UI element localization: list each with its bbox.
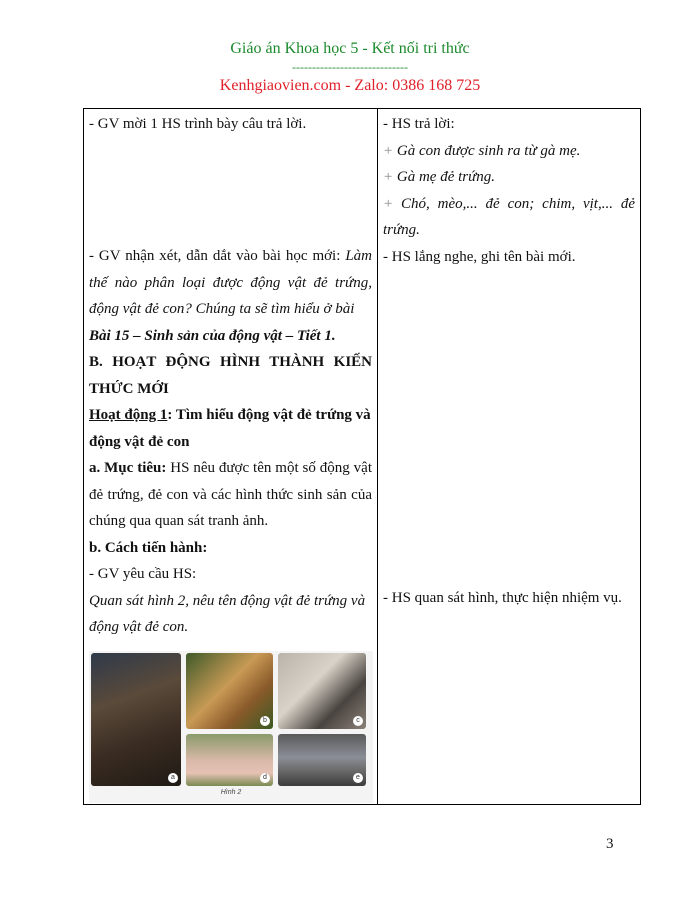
lesson-table <box>83 108 641 805</box>
photo-tag-c: c <box>353 716 363 726</box>
photo-butterfly <box>186 653 273 729</box>
document-header-site: Kenhgiaovien.com - Zalo: 0386 168 725 <box>219 77 481 94</box>
objective-label: a. Mục tiêu: <box>89 460 167 476</box>
gv-comment-paragraph <box>89 243 372 323</box>
page-number: 3 <box>606 836 614 852</box>
photo-snail-eggs <box>91 653 181 786</box>
section-b-heading: B. HOẠT ĐỘNG HÌNH THÀNH KIẾN THỨC MỚI <box>89 354 372 397</box>
answer-text: Gà con được sinh ra từ gà mẹ. <box>396 142 581 159</box>
answer-text: Chó, mèo,... đẻ con; chim, vịt,... đẻ trứng. <box>383 195 636 238</box>
instruction-text: Quan sát hình 2, nêu tên động vật đẻ trứng và động vật đẻ con. <box>89 592 366 635</box>
answer-item <box>383 191 635 244</box>
photo-pig-piglets <box>186 734 273 786</box>
plus-marker: + <box>383 195 394 212</box>
hs-answer-label: - HS trả lời: <box>383 116 455 132</box>
document-header-title: Giáo án Khoa học 5 - Kết nối tri thức <box>230 40 470 57</box>
activity-title: : Tìm hiểu động vật đẻ trứng và động vật đẻ con <box>89 407 371 450</box>
gv-comment-prefix: - GV nhận xét, dẫn dắt vào bài học mới: <box>89 248 346 264</box>
hs-listen-text: - HS lắng nghe, ghi tên bài mới. <box>383 248 576 265</box>
student-column <box>378 109 641 805</box>
photo-pigeon-nest <box>278 734 366 786</box>
photo-cat-kittens <box>278 653 366 729</box>
hs-observe-text: - HS quan sát hình, thực hiện nhiệm vụ. <box>383 590 622 606</box>
method-heading: b. Cách tiến hành: <box>89 539 208 556</box>
figure-2-animals <box>89 651 373 803</box>
gv-invite-text: - GV mời 1 HS trình bày câu trả lời. <box>89 116 307 132</box>
figure-caption: Hình 2 <box>220 788 242 796</box>
photo-tag-d: d <box>260 773 270 783</box>
answer-item <box>383 164 635 191</box>
gv-request-text: - GV yêu cầu HS: <box>89 566 197 582</box>
photo-tag-e: e <box>353 773 363 783</box>
answer-text: Gà mẹ đẻ trứng. <box>396 169 496 185</box>
header-divider: ----------------------------- <box>292 60 408 74</box>
activity-label: Hoạt động 1 <box>89 407 168 423</box>
answer-item <box>383 138 635 165</box>
photo-tag-b: b <box>260 716 270 726</box>
objective-text: HS nêu được tên một số động vật đẻ trứng, đẻ con và các hình thức sinh sản của chúng qua quan sát tranh ảnh. <box>89 460 372 529</box>
photo-tag-a: a <box>168 773 178 783</box>
plus-marker: + <box>383 169 394 185</box>
teacher-column <box>84 109 378 805</box>
gv-comment-italic: Làm thế nào phân loại được động vật đẻ trứng, động vật đẻ con? Chúng ta sẽ tìm hiểu ở bài <box>89 248 372 317</box>
objective-paragraph <box>89 455 372 535</box>
activity-heading <box>89 402 372 455</box>
table-row <box>84 109 641 805</box>
lesson-title: Bài 15 – Sinh sản của động vật – Tiết 1. <box>89 327 336 344</box>
plus-marker: + <box>383 142 394 159</box>
